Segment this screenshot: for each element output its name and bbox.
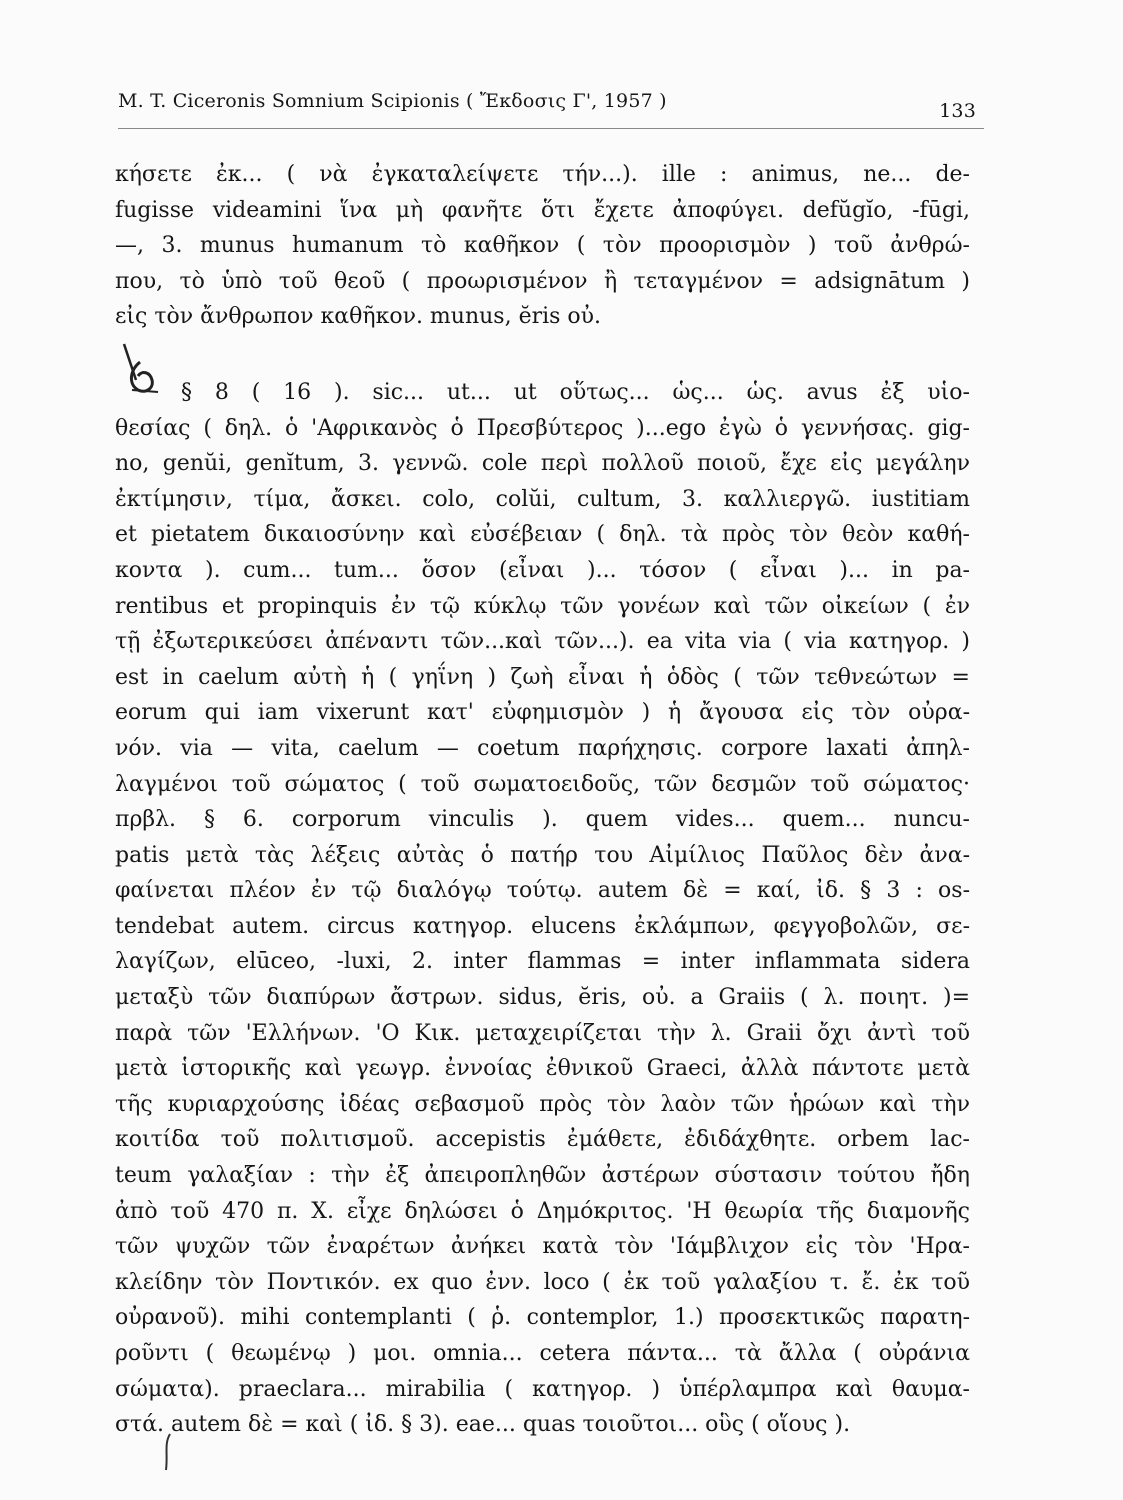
text-line: που, τὸ ὑπὸ τοῦ θεοῦ ( προωρισμένον ἢ τεταγμένον = adsignātum ) [115,268,970,294]
text-line: § 8 ( 16 ). sic... ut... ut οὕτως... ὡς... ὡς. avus ἐξ υἱο- [181,379,970,405]
text-line: κλείδην τὸν Ποντικόν. ex quo ἐνν. loco ( ἐκ τοῦ γαλαξίου τ. ἔ. ἐκ τοῦ [115,1269,970,1295]
header-title: M. T. Ciceronis Somnium Scipionis ( Ἔκδοσις Γ', 1957 ) [118,90,667,112]
text-line: τῇ ἐξωτερικεύσει ἀπέναντι τῶν...καὶ τῶν...). ea vita via ( via κατηγορ. ) [115,629,970,655]
text-line: fugisse videamini ἵνα μὴ φανῆτε ὅτι ἔχετε ἀποφύγει. defŭgĭo, -fūgi, [115,197,970,223]
text-line: no, genŭi, genĭtum, 3. γεννῶ. cole περὶ πολλοῦ ποιοῦ, ἔχε εἰς μεγάλην [115,451,970,477]
text-line: κοιτίδα τοῦ πολιτισμοῦ. accepistis ἐμάθετε, ἐδιδάχθητε. orbem lac- [115,1127,970,1153]
text-line: στά. autem δὲ = καὶ ( ἰδ. § 3). eae... quas τοιοῦτοι... οὓς ( οἵους ). [115,1412,851,1438]
text-line: τῶν ψυχῶν τῶν ἐναρέτων ἀνήκει κατὰ τὸν 'Ιάμβλιχον εἰς τὸν 'Ηρα- [115,1234,970,1260]
text-line: πρβλ. § 6. corporum vinculis ). quem vides... quem... nuncu- [115,807,970,833]
text-line: παρὰ τῶν 'Ελλήνων. 'Ο Κικ. μεταχειρίζεται τὴν λ. Graii ὄχι ἀντὶ τοῦ [115,1020,970,1046]
commentary-text [115,157,970,1443]
text-line: et pietatem δικαιοσύνην καὶ εὐσέβειαν ( δηλ. τὰ πρὸς τὸν θεὸν καθή- [115,522,970,548]
page-number: 133 [939,100,976,122]
text-line: —, 3. munus humanum τὸ καθῆκον ( τὸν προορισμὸν ) τοῦ ἀνθρώ- [115,233,970,259]
paragraph-gap [115,335,970,375]
text-line: θεσίας ( δηλ. ὁ 'Αφρικανὸς ὁ Πρεσβύτερος )...ego ἐγὼ ὁ γεννήσας. gig- [115,415,970,441]
text-line: κοντα ). cum... tum... ὅσον (εἶναι )... τόσον ( εἶναι )... in pa- [115,557,970,583]
text-line: λαγίζων, elūceo, -luxi, 2. inter flammas = inter inflammata sidera [115,949,970,975]
text-line: νόν. via — vita, caelum — coetum παρήχησις. corpore laxati ἀπηλ- [115,735,970,761]
text-line: eorum qui iam vixerunt κατ' εὐφημισμὸν ) ἡ ἄγουσα εἰς τὸν οὐρα- [115,700,970,726]
text-line: λαγμένοι τοῦ σώματος ( τοῦ σωματοειδοῦς, τῶν δεσμῶν τοῦ σώματος· [115,771,970,797]
text-line: μετὰ ἱστορικῆς καὶ γεωγρ. ἐννοίας ἐθνικοῦ Graeci, ἀλλὰ πάντοτε μετὰ [115,1056,970,1082]
text-line: μεταξὺ τῶν διαπύρων ἄστρων. sidus, ĕris, οὐ. a Graiis ( λ. ποιητ. )= [115,985,970,1011]
text-line: κήσετε ἐκ... ( νὰ ἐγκαταλείψετε τήν...). ille : animus, ne... de- [115,162,970,187]
text-line: τῆς κυριαρχούσης ἰδέας σεβασμοῦ πρὸς τὸν λαὸν τῶν ἡρώων καὶ τὴν [115,1091,970,1117]
header-rule [118,128,984,129]
text-line: ἀπὸ τοῦ 470 π. Χ. εἶχε δηλώσει ὁ Δημόκριτος. 'Η θεωρία τῆς διαμονῆς [115,1198,970,1224]
text-line: εἰς τὸν ἄνθρωπον καθῆκον. munus, ĕris οὐ. [115,304,602,330]
text-line: rentibus et propinquis ἐν τῷ κύκλῳ τῶν γονέων καὶ τῶν οἰκείων ( ἐν [115,593,970,619]
text-line: teum γαλαξίαν : τὴν ἐξ ἀπειροπληθῶν ἀστέρων σύστασιν τούτου ἤδη [115,1163,970,1189]
text-line: φαίνεται πλέον ἐν τῷ διαλόγῳ τούτῳ. autem δὲ = καί, ἰδ. § 3 : os- [115,878,970,904]
text-line: est in caelum αὐτὴ ἡ ( γηΐνη ) ζωὴ εἶναι ἡ ὁδὸς ( τῶν τεθνεώτων = [115,664,970,690]
text-line: patis μετὰ τὰς λέξεις αὐτὰς ὁ πατήρ του Αἰμίλιος Παῦλος δὲν ἀνα- [115,842,970,868]
text-line: ἐκτίμησιν, τίμα, ἄσκει. colo, colŭi, cultum, 3. καλλιεργῶ. iustitiam [115,486,970,512]
running-header [118,88,980,122]
text-line: ροῦντι ( θεωμένῳ ) μοι. omnia... cetera πάντα... τὰ ἄλλα ( οὐράνια [115,1341,970,1366]
handwritten-stroke-mark [160,1432,178,1472]
text-line: οὐρανοῦ). mihi contemplanti ( ῥ. contemplor, 1.) προσεκτικῶς παρατη- [115,1305,970,1331]
text-line: σώματα). praeclara... mirabilia ( κατηγορ. ) ὑπέρλαμπρα καὶ θαυμα- [115,1376,970,1402]
text-line: tendebat autem. circus κατηγορ. elucens ἐκλάμπων, φεγγοβολῶν, σε- [115,913,970,939]
